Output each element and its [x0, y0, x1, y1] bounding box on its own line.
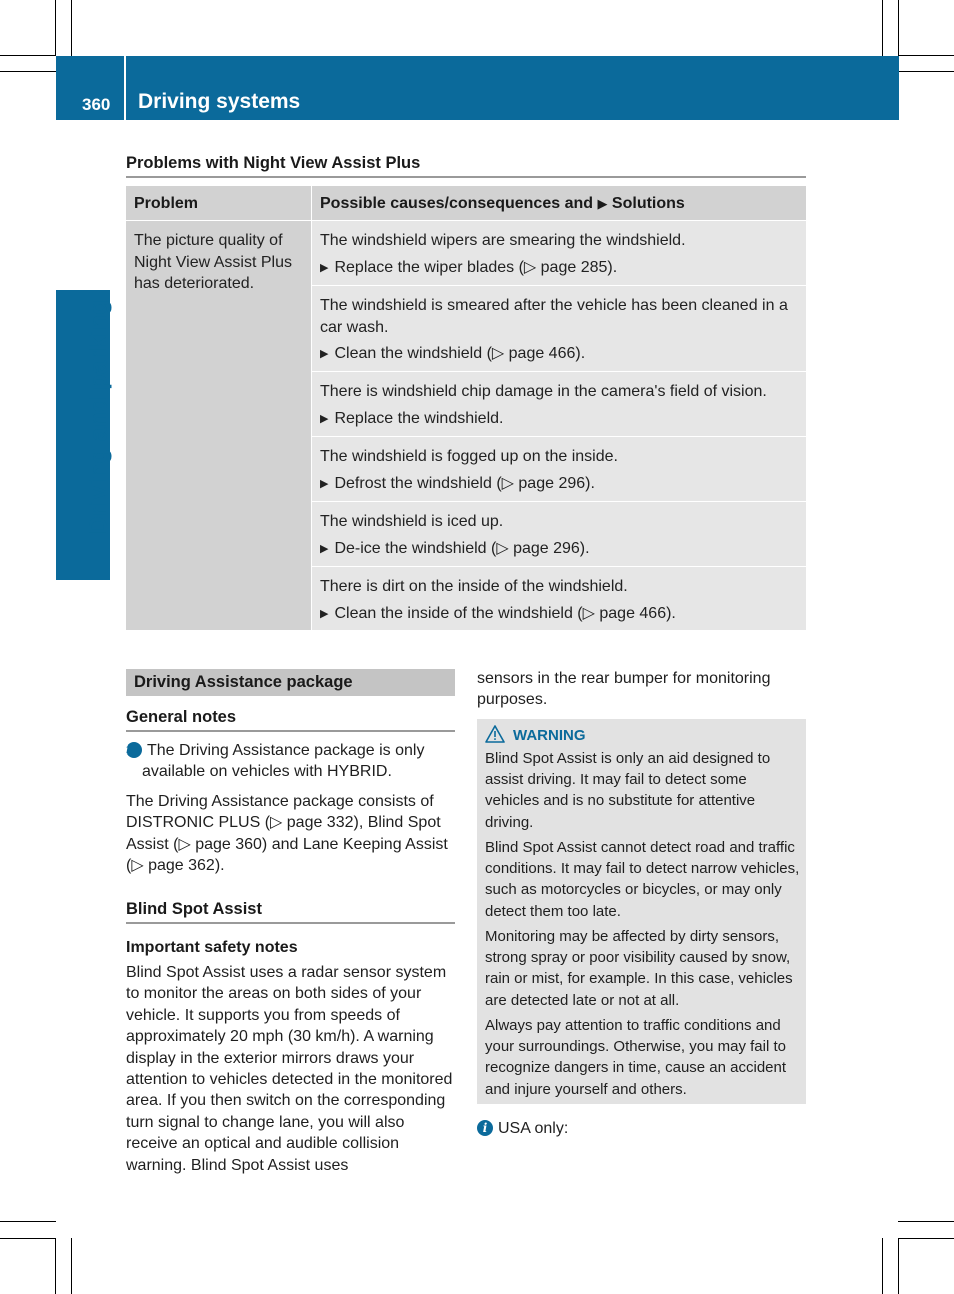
safety-heading: Important safety notes — [126, 939, 298, 956]
triangle-right-icon: ▶ — [597, 196, 608, 211]
crop-mark — [0, 1221, 56, 1222]
package-text: The Driving Assistance package consists of DISTRONIC PLUS (▷ page 332), Blind Spot Assist (▷ page 360) and Lane Keeping Assist (▷ page 362). — [126, 793, 448, 875]
column-header-solutions-b: Solutions — [611, 195, 685, 212]
action-label: Replace the windshield. — [334, 410, 504, 427]
header-title: Driving systems — [138, 90, 301, 113]
heading-rule — [126, 922, 455, 924]
action-label: De-ice the windshield (▷ page 296). — [334, 540, 590, 557]
column-header-problem: Problem — [134, 195, 199, 212]
warning-paragraph: Always pay attention to traffic conditions and your surroundings. Otherwise, you may fail to recognize dangers in time, cause an accident and injure yourself and others. — [485, 1017, 787, 1098]
warning-paragraph: Monitoring may be affected by dirty sensors, strong spray or poor visibility caused by snow, rain or mist, for example. In this case, vehicles are detected late or not at all. — [485, 928, 793, 1009]
general-notes-heading: General notes — [126, 708, 237, 726]
heading-rule — [126, 730, 455, 732]
table-header — [126, 186, 806, 220]
action-text — [320, 408, 503, 431]
column-separator — [311, 186, 312, 220]
warning-box — [477, 719, 806, 1104]
bullet-triangle-icon: ▶ — [320, 608, 329, 620]
crop-mark — [0, 55, 56, 56]
page-number: 360 — [82, 95, 111, 114]
crop-mark — [71, 0, 72, 56]
cause-text: There is dirt on the inside of the windshield. — [320, 578, 628, 595]
cause-text: The windshield is iced up. — [320, 513, 504, 530]
continued-text: sensors in the rear bumper for monitoring purposes. — [477, 670, 771, 709]
action-text — [320, 343, 585, 366]
table-row — [312, 221, 806, 285]
table-row — [312, 437, 806, 501]
usa-note-text: USA only: — [498, 1120, 569, 1137]
action-label: Clean the windshield (▷ page 466). — [334, 345, 586, 362]
section-title-box — [126, 669, 455, 696]
action-label: Replace the wiper blades (▷ page 285). — [334, 259, 618, 276]
bullet-triangle-icon: ▶ — [320, 262, 329, 274]
action-text — [320, 473, 595, 496]
crop-mark — [55, 0, 56, 56]
crop-mark — [71, 1238, 72, 1294]
info-note-text: The Driving Assistance package is only available on vehicles with HYBRID. — [142, 742, 425, 781]
action-text — [320, 538, 590, 561]
crop-mark — [882, 1238, 883, 1294]
bullet-triangle-icon: ▶ — [320, 348, 329, 360]
problem-cell — [126, 221, 311, 630]
warning-triangle-icon — [485, 725, 505, 743]
action-text — [320, 257, 617, 280]
table-row — [312, 372, 806, 436]
heading-rule — [126, 176, 806, 178]
night-view-heading: Problems with Night View Assist Plus — [126, 154, 421, 172]
crop-mark — [898, 1221, 954, 1222]
table-row — [312, 502, 806, 566]
crop-mark — [55, 1238, 56, 1294]
problem-text: The picture quality of Night View Assist Plus has deteriorated. — [134, 232, 292, 292]
action-label: Clean the inside of the windshield (▷ page 466). — [334, 605, 676, 622]
warning-heading — [485, 725, 586, 744]
cause-text: The windshield is fogged up on the inside. — [320, 448, 618, 465]
bullet-triangle-icon: ▶ — [320, 478, 329, 490]
cause-text: There is windshield chip damage in the camera's field of vision. — [320, 383, 767, 400]
column-header-solutions — [320, 195, 685, 213]
crop-mark — [898, 55, 954, 56]
crop-mark — [898, 1238, 899, 1294]
warning-paragraph: Blind Spot Assist cannot detect road and traffic conditions. It may fail to detect narrow vehicles, such as motorcycles or bicycles, or may only detect them too late. — [485, 839, 800, 920]
action-text — [320, 603, 676, 626]
crop-mark — [0, 1238, 56, 1239]
blind-spot-heading: Blind Spot Assist — [126, 900, 262, 918]
table-row — [312, 286, 806, 371]
crop-mark — [898, 1238, 954, 1239]
header-divider — [124, 56, 126, 120]
warning-paragraph: Blind Spot Assist is only an aid designed to assist driving. It may fail to detect some vehicles and is no substitute for attentive driving. — [485, 750, 771, 831]
bullet-triangle-icon: ▶ — [320, 413, 329, 425]
info-icon: i — [477, 1120, 493, 1136]
warning-label: WARNING — [513, 727, 586, 744]
table-row — [312, 567, 806, 630]
column-header-solutions-a: Possible causes/consequences and — [320, 195, 594, 212]
cause-text: The windshield is smeared after the vehicle has been cleaned in a car wash. — [320, 297, 788, 336]
action-label: Defrost the windshield (▷ page 296). — [334, 475, 595, 492]
usa-note — [477, 1118, 806, 1139]
info-icon: i — [126, 742, 142, 758]
crop-mark — [898, 0, 899, 56]
bullet-triangle-icon: ▶ — [320, 543, 329, 555]
info-note — [123, 740, 456, 783]
safety-text: Blind Spot Assist uses a radar sensor system to monitor the areas on both sides of your vehicle. It supports you from speeds of approximately 20 mph (30 km/h). A warning display in the exterior mirrors draws your attention to vehicles detected in the monitored area. If you then switch on the corresponding turn signal to change lane, you will also receive an optical and audible collision warning. Blind Spot Assist uses — [126, 964, 453, 1174]
section-title: Driving Assistance package — [134, 673, 353, 691]
crop-mark — [0, 71, 56, 72]
crop-mark — [898, 71, 954, 72]
cause-text: The windshield wipers are smearing the windshield. — [320, 232, 686, 249]
crop-mark — [882, 0, 883, 56]
side-tab-label: Driving and parking — [84, 299, 113, 535]
